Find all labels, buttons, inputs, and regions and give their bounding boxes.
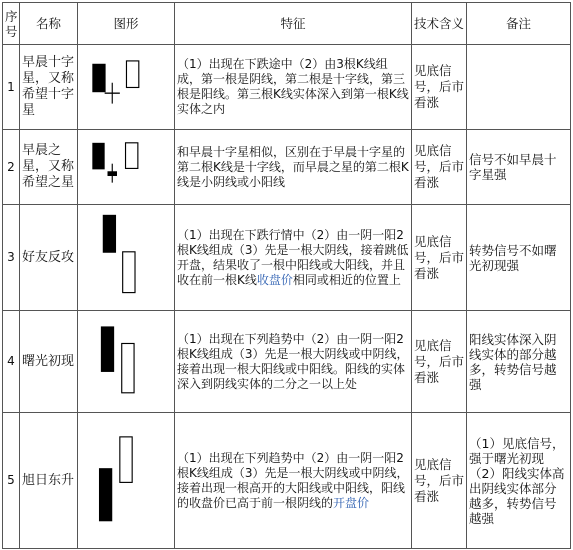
row-tech: 见底信号，后市看涨 [412, 413, 467, 549]
table-row [3, 45, 571, 130]
row-figure [78, 413, 175, 549]
morning-doji-star-figure [80, 45, 172, 129]
table-row [3, 130, 571, 205]
rising-sun-figure [80, 413, 172, 548]
row-feature [175, 413, 412, 549]
candlestick-pattern-table [2, 2, 571, 549]
row-note: 转势信号不如曙光初现强 [467, 205, 571, 311]
row-tech: 见底信号，后市看涨 [412, 205, 467, 311]
header-figure: 图形 [78, 3, 175, 45]
bullish-candle [120, 437, 132, 483]
bearish-candle [92, 64, 105, 92]
row-feature: （1）出现在下跌途中（2）由3根K线组成，第一根是阴线，第二根是十字线，第三根是阳线。第三根K线实体深入到第一根K线实体之内 [175, 45, 412, 130]
bullish-candle [126, 143, 138, 169]
row-note: 阳线实体深入阴线实体的部分越多，转势信号越强 [467, 311, 571, 413]
bearish-candle [92, 143, 104, 170]
row-figure [78, 311, 175, 413]
table-row [3, 413, 571, 549]
row-no: 2 [3, 130, 20, 205]
header-name: 名称 [20, 3, 78, 45]
piercing-line-figure [80, 311, 172, 412]
bearish-candle [99, 468, 112, 521]
row-name: 好友反攻 [20, 205, 78, 311]
bullish-candle [122, 343, 134, 392]
row-tech: 见底信号，后市看涨 [412, 311, 467, 413]
row-note [467, 45, 571, 130]
row-feature: 和早晨十字星相似，区别在于早晨十字星的第二根K线是十字线，而早晨之星的第二根K线是小阴线或小阳线 [175, 130, 412, 205]
row-no: 4 [3, 311, 20, 413]
header-no: 序号 [3, 3, 20, 45]
header-row [3, 3, 571, 45]
bullish-candle [123, 252, 135, 293]
row-figure [78, 45, 175, 130]
row-tech: 见底信号，后市看涨 [412, 45, 467, 130]
feature-text: （1）出现在下列趋势中（2）由一阴一阳2根K线组成（3）先是一根大阴线或中阴线，接着出现一根高开的大阳线或中阳线，阳线的收盘价已高于前一根阴线的 [177, 450, 409, 510]
row-no: 1 [3, 45, 20, 130]
feature-text: （1）出现在下跌行情中（2）由一阴一阳2根K线组成（3）先是一根大阴线，接着跳低开盘，结果收了一根中阳线或大阳线，并且收在前一根K线 [177, 227, 409, 287]
table-row [3, 205, 571, 311]
row-note: （1）见底信号，强于曙光初现（2）阳线实体高出阴线实体部分越多，转势信号越强 [467, 413, 571, 549]
header-note: 备注 [467, 3, 571, 45]
morning-star-figure [80, 130, 172, 204]
closing-price-link[interactable]: 收盘价 [256, 272, 293, 287]
row-figure [78, 130, 175, 205]
bearish-candle [103, 215, 116, 253]
row-feature: （1）出现在下列趋势中（2）由一阴一阳2根K线组成（3）先是一根大阴线或中阴线，接着出现一根大阳线或中阳线。阳线的实体深入到阴线实体的二分之一以上处 [175, 311, 412, 413]
bearish-candle [101, 326, 114, 372]
row-name: 曙光初现 [20, 311, 78, 413]
small-candle [108, 171, 117, 176]
row-name: 早晨十字星，又称希望十字星 [20, 45, 78, 130]
row-no: 5 [3, 413, 20, 549]
row-note: 信号不如早晨十字星强 [467, 130, 571, 205]
bullish-candle [126, 61, 138, 88]
header-tech: 技术含义 [412, 3, 467, 45]
row-no: 3 [3, 205, 20, 311]
table-row [3, 311, 571, 413]
header-feature: 特征 [175, 3, 412, 45]
row-feature [175, 205, 412, 311]
row-name: 早晨之星，又称希望之星 [20, 130, 78, 205]
row-tech: 见底信号，后市看涨 [412, 130, 467, 205]
row-name: 旭日东升 [20, 413, 78, 549]
feature-text-tail: 相同或相近的位置上 [292, 272, 401, 287]
counterattack-figure [80, 205, 172, 310]
opening-price-link[interactable]: 开盘价 [333, 495, 370, 510]
row-figure [78, 205, 175, 311]
